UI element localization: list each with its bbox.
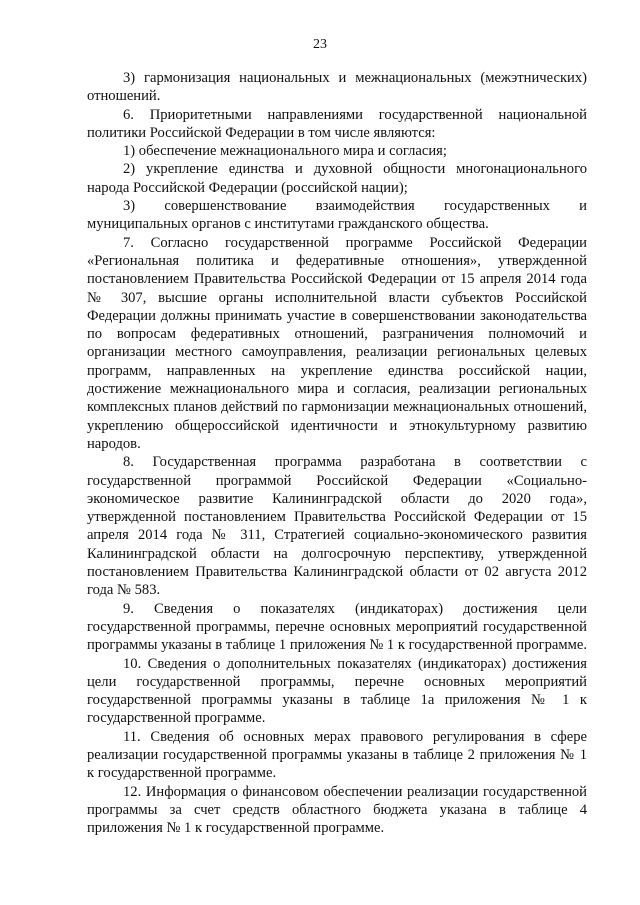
- paragraph-9: 9. Сведения о показателях (индикаторах) достижения цели государственной программы, перечне основных мероприятий государственной программы указаны в таблице 1 приложения № 1 к государственной программе.: [87, 600, 587, 654]
- paragraph-12: 12. Информация о финансовом обеспечении реализации государственной программы за счет средств областного бюджета указана в таблице 4 приложения № 1 к государственной программе.: [87, 783, 587, 837]
- paragraph-item-3-harmonization: 3) гармонизация национальных и межнациональных (межэтнических) отношений.: [87, 70, 587, 105]
- page-number: 23: [313, 37, 327, 52]
- paragraph-10: 10. Сведения о дополнительных показателях (индикаторах) достижения цели государственной программы, перечне основных мероприятий государственной программы указаны в таблице 1а приложения № 1 к государственной программе.: [87, 655, 587, 727]
- document-body: [87, 69, 587, 837]
- paragraph-8: 8. Государственная программа разработана в соответствии с государственной программой Российской Федерации «Социально-экономическое развитие Калининградской области до 2020 года», утвержденной постановлением Правительства Российской Федерации от 15 апреля 2014 года № 311, Стратегией социально-экономического развития Калининградской области на долгосрочную перспективу, утвержденной постановлением Правительства Калининградской области от 02 августа 2012 года № 583.: [87, 454, 587, 599]
- paragraph-6: 6. Приоритетными направлениями государственной национальной политики Российской Федерации в том числе являются:: [87, 106, 587, 141]
- paragraph-7: 7. Согласно государственной программе Российской Федерации «Региональная политика и федеративные отношения», утвержденной постановлением Правительства Российской Федерации от 15 апреля 2014 года № 307, высшие органы исполнительной власти субъектов Российской Федерации должны принимать участие в совершенствовании законодательства по вопросам федеративных отношений, разграничения полномочий и организации местного самоуправления, реализации региональных целевых программ, направленных на укрепление единства российской нации, достижение межнационального мира и согласия, реализации региональных комплексных планов действий по гармонизации межнациональных отношений, укреплению общероссийской идентичности и этнокультурному развитию народов.: [87, 234, 587, 452]
- paragraph-6-item-3: 3) совершенствование взаимодействия государственных и муниципальных органов с институтами гражданского общества.: [87, 198, 587, 233]
- paragraph-11: 11. Сведения об основных мерах правового регулирования в сфере реализации государственной программы указаны в таблице 2 приложения № 1 к государственной программе.: [87, 728, 587, 782]
- paragraph-6-item-2: 2) укрепление единства и духовной общности многонационального народа Российской Федерации (российской нации);: [87, 161, 587, 196]
- paragraph-6-item-1: 1) обеспечение межнационального мира и согласия;: [123, 143, 447, 160]
